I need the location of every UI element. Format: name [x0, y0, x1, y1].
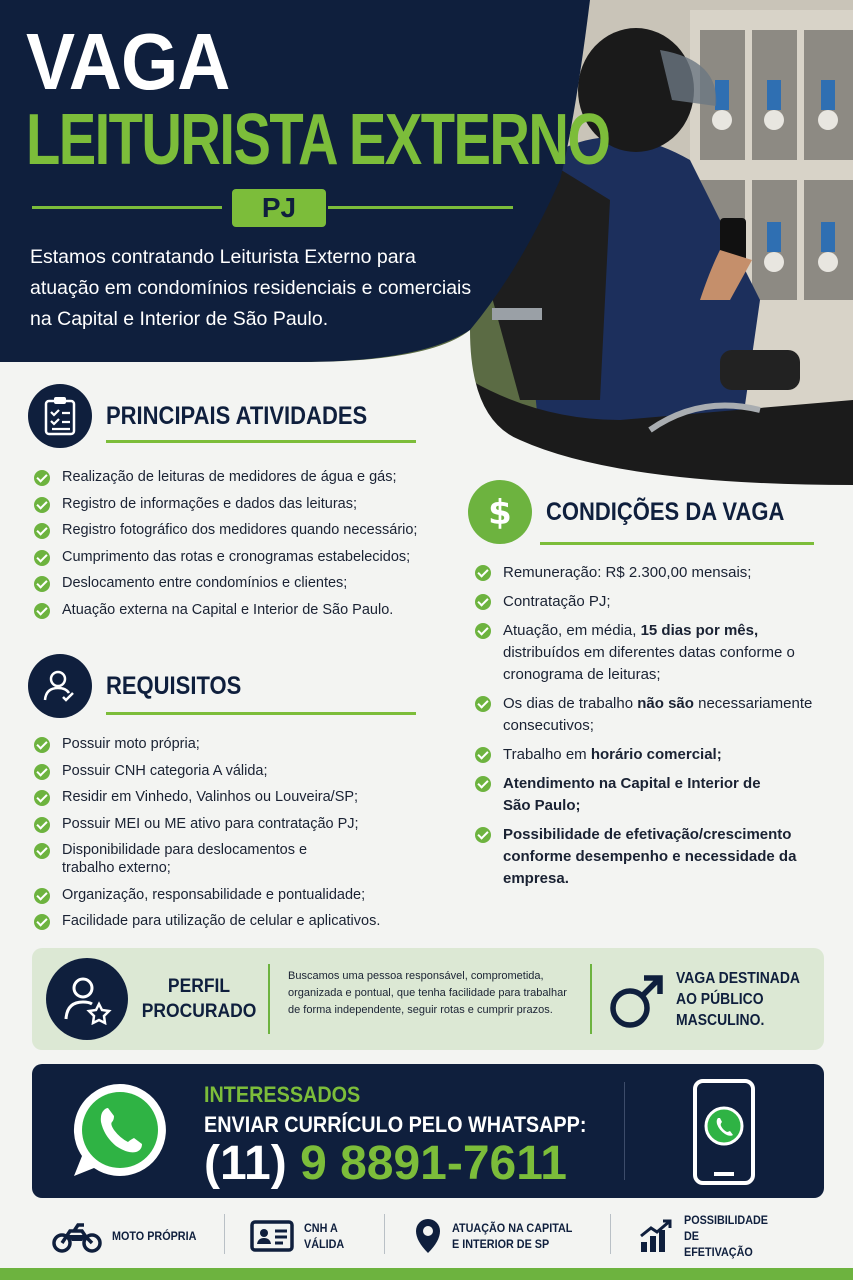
list-item: Possuir moto própria;: [34, 735, 464, 753]
divider: [610, 1214, 611, 1254]
footer-item-cnh: [250, 1208, 356, 1264]
page-title: VAGA: [26, 17, 230, 106]
check-icon: [475, 623, 491, 639]
check-icon: [34, 470, 50, 486]
list-item: Facilidade para utilização de celular e aplicativos.: [34, 912, 464, 930]
check-icon: [34, 888, 50, 904]
contact-instruction: ENVIAR CURRÍCULO PELO WHATSAPP:: [204, 1112, 587, 1137]
divider: [384, 1214, 385, 1254]
whatsapp-icon[interactable]: [70, 1080, 170, 1180]
footer-label: CNH A VÁLIDA: [304, 1221, 345, 1251]
list-item: Registro fotográfico dos medidores quando necessário;: [34, 521, 454, 548]
conditions-title: CONDIÇÕES DA VAGA: [546, 497, 785, 526]
list-item: Registro de informações e dados das leituras;: [34, 495, 454, 522]
phone-digits: 9 8891-7611: [300, 1137, 567, 1190]
check-icon: [475, 696, 491, 712]
male-symbol-icon: [606, 970, 668, 1032]
id-card-icon: [250, 1220, 294, 1252]
divider: [224, 1214, 225, 1254]
activities-header: [28, 384, 403, 448]
profile-description: Buscamos uma pessoa responsável, comprometida, organizada e pontual, que tenha facilidade para trabalhar de forma independente, seguir rotas e cumprir prazos.: [288, 970, 567, 1016]
check-icon: [34, 603, 50, 619]
phone-number[interactable]: [204, 1138, 567, 1190]
section-underline: [106, 712, 416, 715]
list-item: Possibilidade de efetivação/crescimento conforme desempenho e necessidade da empresa.: [475, 824, 820, 890]
section-underline: [540, 542, 814, 545]
list-item: Organização, responsabilidade e pontualidade;: [34, 886, 464, 904]
list-item: Trabalho em horário comercial;: [475, 744, 820, 766]
profile-title: PERFIL PROCURADO: [141, 976, 257, 1022]
check-icon: [34, 523, 50, 539]
check-icon: [34, 790, 50, 806]
check-icon: [475, 827, 491, 843]
check-icon: [475, 776, 491, 792]
gender-note: VAGA DESTINADA AO PÚBLICO MASCULINO.: [676, 970, 800, 1029]
footer-label: MOTO PRÓPRIA: [112, 1229, 197, 1243]
check-icon: [34, 817, 50, 833]
footer-label: POSSIBILIDADE DE EFETIVAÇÃO: [684, 1213, 769, 1259]
list-item: Residir em Vinhedo, Valinhos ou Louveira/SP;: [34, 788, 464, 806]
check-icon: [475, 747, 491, 763]
svg-text:$: $: [488, 493, 512, 532]
contract-badge: PJ: [232, 189, 326, 227]
divider: [590, 964, 592, 1034]
conditions-header: [468, 480, 817, 544]
list-item: Possuir MEI ou ME ativo para contratação PJ;: [34, 815, 464, 833]
user-star-icon: [46, 958, 128, 1040]
user-check-icon: [28, 654, 92, 718]
requirements-header: [28, 654, 260, 718]
divider-line: [32, 206, 222, 209]
check-icon: [34, 576, 50, 592]
footer-bar: [0, 1208, 853, 1264]
check-icon: [34, 764, 50, 780]
requirements-title: REQUISITOS: [106, 671, 242, 700]
list-item: Possuir CNH categoria A válida;: [34, 762, 464, 780]
list-item: Os dias de trabalho não são necessariamente consecutivos;: [475, 693, 820, 737]
bottom-accent-bar: [0, 1268, 853, 1280]
motorcycle-icon: [52, 1219, 102, 1253]
divider: [624, 1082, 625, 1180]
check-icon: [34, 550, 50, 566]
list-item: Disponibilidade para deslocamentos e trabalho externo;: [34, 841, 334, 877]
footer-item-moto: [52, 1208, 206, 1264]
contact-heading: INTERESSADOS: [204, 1082, 361, 1107]
job-role-title: LEITURISTA EXTERNO: [26, 100, 610, 180]
contact-banner: [32, 1064, 824, 1198]
check-icon: [475, 565, 491, 581]
check-icon: [34, 914, 50, 930]
check-icon: [475, 594, 491, 610]
activities-title: PRINCIPAIS ATIVIDADES: [106, 401, 368, 430]
divider: [268, 964, 270, 1034]
activities-list: [34, 468, 454, 627]
list-item: Cumprimento das rotas e cronogramas estabelecidos;: [34, 548, 454, 575]
conditions-list: [475, 562, 820, 897]
check-icon: [34, 737, 50, 753]
list-item: Atuação externa na Capital e Interior de São Paulo.: [34, 601, 454, 628]
clipboard-icon: [28, 384, 92, 448]
footer-label: ATUAÇÃO NA CAPITAL E INTERIOR DE SP: [452, 1221, 573, 1251]
list-item: Atendimento na Capital e Interior de São Paulo;: [475, 773, 765, 817]
footer-item-growth: [638, 1208, 780, 1264]
smartphone-whatsapp-icon: [692, 1078, 756, 1186]
growth-chart-icon: [638, 1218, 674, 1254]
dollar-icon: [468, 480, 532, 544]
list-item: Atuação, em média, 15 dias por mês, distribuídos em diferentes datas conforme o cronograma de leituras;: [475, 620, 820, 686]
profile-panel: [32, 948, 824, 1050]
check-icon: [34, 843, 50, 859]
list-item: Deslocamento entre condomínios e clientes;: [34, 574, 454, 601]
requirements-list: [34, 735, 464, 939]
list-item: Realização de leituras de medidores de água e gás;: [34, 468, 454, 495]
list-item: Remuneração: R$ 2.300,00 mensais;: [475, 562, 820, 584]
section-underline: [106, 440, 416, 443]
divider-line: [328, 206, 513, 209]
list-item: Contratação PJ;: [475, 591, 820, 613]
footer-item-location: [414, 1208, 592, 1264]
intro-text: Estamos contratando Leiturista Externo para atuação em condomínios residenciais e comerciais na Capital e Interior de São Paulo.: [30, 246, 472, 330]
area-code: (11): [204, 1137, 287, 1190]
check-icon: [34, 497, 50, 513]
location-pin-icon: [414, 1217, 442, 1255]
